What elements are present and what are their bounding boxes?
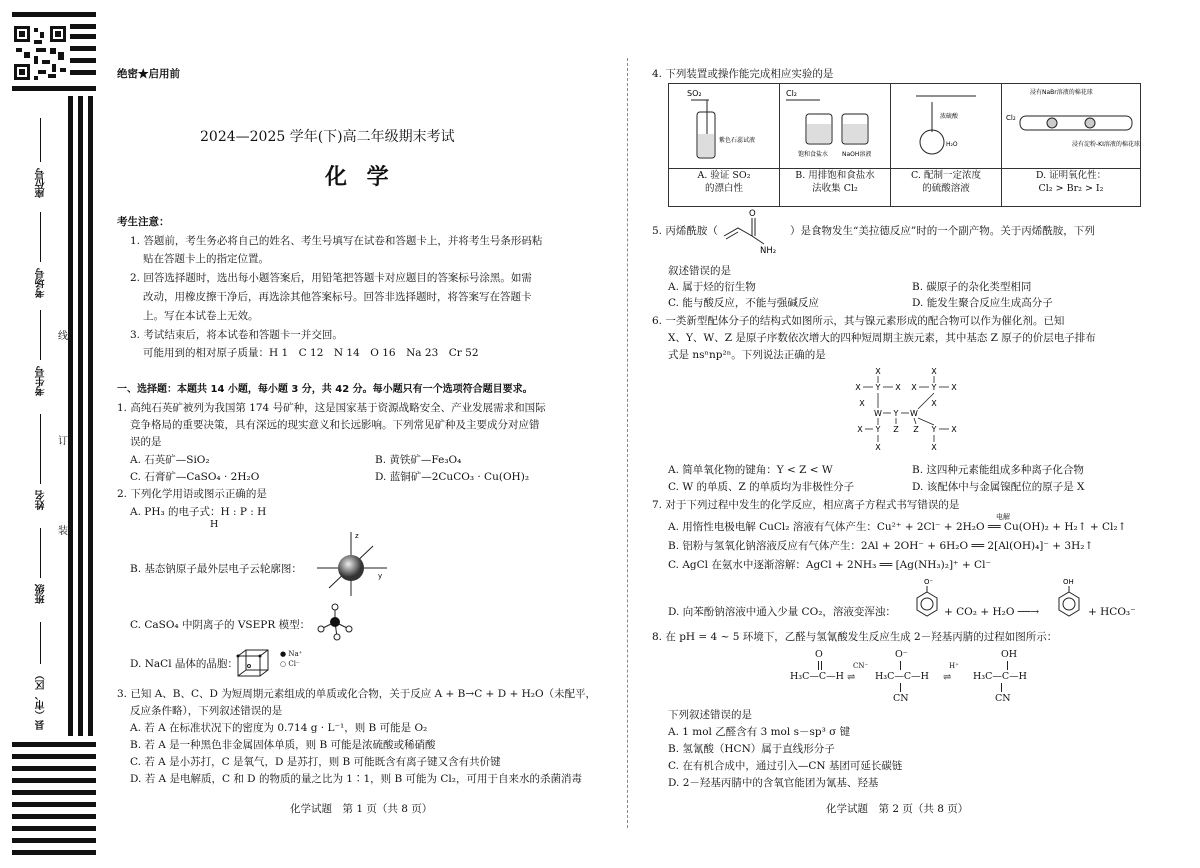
svg-text:Z: Z: [913, 425, 919, 434]
legend-na: ● Na⁺: [280, 650, 303, 658]
q6-option-b: B. 这四种元素能组成多种离子化合物: [912, 464, 1084, 476]
q3-option-b: B. 若 A 是一种黑色非金属固体单质，则 B 可能是浓硫酸或稀硝酸: [130, 739, 436, 751]
q3-option-d: D. 若 A 是电解质，C 和 D 的物质的量之比为 1∶1，则 B 可能为 Cl₂，可用于自来水的杀菌消毒: [130, 773, 582, 785]
q6-option-a: A. 简单氧化物的键角：Y < Z < W: [668, 464, 833, 476]
electron-cloud-diagram: [315, 530, 390, 598]
svg-text:X: X: [931, 399, 937, 408]
scheme-atom: O: [815, 649, 823, 660]
svg-text:X: X: [911, 383, 917, 392]
q4-caption: A. 验证 SO₂: [697, 170, 751, 181]
q3-option-c: C. 若 A 是小苏打，C 是氧气，D 是苏打，则 B 可能既含有离子键又含有共价键: [130, 756, 501, 768]
page1-footer: 化学试题 第 1 页（共 8 页）: [290, 803, 433, 815]
q1-option-d: D. 蓝铜矿—2CuCO₃ · Cu(OH)₂: [375, 471, 530, 483]
secret-mark: 绝密★启用前: [117, 68, 180, 80]
label-seat: 座位号: [36, 168, 47, 198]
q4-inner: 紫色石蕊试液: [719, 137, 756, 144]
qr-code-icon: [12, 24, 68, 82]
notice-line: 贴在答题卡上的指定位置。: [143, 253, 269, 265]
q3-stem: 3. 已知 A、B、C、D 为短周期元素组成的单质或化合物，关于反应 A + B→C + D + H₂O（未配平，: [117, 688, 597, 700]
q4-caption: 法收集 Cl₂: [812, 183, 858, 194]
q5-stem: 叙述错误的是: [668, 265, 731, 277]
svg-text:X: X: [875, 367, 881, 376]
q7-stem: 7. 对于下列过程中发生的化学反应，相应离子方程式书写错误的是: [652, 499, 960, 511]
q4-label: Cl₂: [786, 89, 798, 98]
q4-caption: D. 证明氧化性：: [1035, 170, 1107, 181]
q4-caption: Cl₂ > Br₂ > I₂: [1038, 183, 1104, 194]
phenol-ring-icon: [1054, 576, 1084, 620]
svg-text:Y: Y: [931, 425, 937, 434]
q3-option-a: A. 若 A 在标准状况下的密度为 0.714 g · L⁻¹，则 B 可能是 O₂: [130, 722, 428, 734]
svg-text:W: W: [910, 409, 918, 418]
page-divider: [627, 58, 628, 828]
q8-option-c: C. 在有机合成中，通过引入—CN 基团可延长碳链: [668, 760, 903, 772]
q2-a-bottom-h: H: [210, 519, 219, 530]
q4-apparatus-table: [668, 83, 1141, 207]
label-exam-room: 考场号: [36, 268, 47, 298]
seal-line-mark: 线: [58, 327, 68, 342]
q3-stem: 反应条件略），下列叙述错误的是: [130, 705, 283, 717]
q7-option-d: D. 向苯酚钠溶液中通入少量 CO₂，溶液变浑浊：: [668, 606, 896, 618]
q1-stem: 误的是: [130, 436, 162, 448]
notice-title: 考生注意：: [117, 216, 170, 228]
svg-text:Y: Y: [875, 425, 881, 434]
q2-option-a: A. PH₃ 的电子式：H : P : H: [130, 506, 267, 518]
q6-stem: X、Y、W、Z 是原子序数依次增大的四种短周期主族元素，其中基态 Z 原子的价层电子排布: [668, 332, 1096, 344]
q8-option-d: D. 2－羟基丙腈中的含氧官能团为氰基、羟基: [668, 777, 879, 789]
page2-footer: 化学试题 第 2 页（共 8 页）: [826, 803, 969, 815]
svg-text:X: X: [951, 383, 957, 392]
svg-text:Z: Z: [893, 425, 899, 434]
seal-zhuang-mark: 装: [58, 522, 68, 537]
svg-text:X: X: [931, 367, 937, 376]
q7-option-a: A. 用惰性电极电解 CuCl₂ 溶液有气体产生：Cu²⁺ + 2Cl⁻ + 2H₂O ══ Cu(OH)₂ + H₂↑ + Cl₂↑: [668, 521, 1127, 533]
q5-option-a: A. 属于烃的衍生物: [668, 281, 756, 293]
acrylamide-structure: [718, 206, 786, 254]
svg-text:y: y: [378, 572, 383, 580]
svg-text:Y: Y: [931, 383, 937, 392]
q5-stem: ）是食物发生“美拉德反应”时的一个副产物。关于丙烯酰胺，下列: [790, 225, 1095, 237]
scheme-intermediate: H₃C—C—H: [875, 671, 929, 682]
notice-line: 上。写在本试卷上无效。: [143, 310, 259, 322]
notice-line: 2. 回答选择题时，选出每小题答案后，用铅笔把答题卡对应题目的答案标号涂黑。如需: [130, 272, 532, 284]
q8-option-b: B. 氢氰酸（HCN）属于直线形分子: [668, 743, 835, 755]
ligand-structure-diagram: [838, 366, 978, 456]
subject-title: 化 学: [325, 164, 395, 190]
q6-stem: 6. 一类新型配体分子的结构式如图所示，其与镍元素形成的配合物可以作为催化剂。已知: [652, 315, 1065, 327]
q7-electrolysis-label: 电解: [996, 513, 1010, 521]
scheme-acetaldehyde: H₃C—C—H: [790, 671, 844, 682]
q2-option-c: C. CaSO₄ 中阴离子的 VSEPR 模型：: [130, 619, 311, 631]
q1-option-a: A. 石英矿—SiO₂: [130, 454, 210, 466]
q5-option-c: C. 能与酸反应，不能与强碱反应: [668, 297, 819, 309]
apparatus-c: [891, 84, 1002, 169]
q4-label: 浓硫酸: [940, 113, 959, 120]
q4-inner: 浸有NaBr溶液的棉花球: [1030, 89, 1093, 96]
notice-line: 3. 考试结束后，将本试卷和答题卡一并交回。: [130, 329, 343, 341]
q1-option-b: B. 黄铁矿—Fe₃O₄: [375, 454, 462, 466]
q4-caption: C. 配制一定浓度: [911, 170, 981, 181]
exam-title: 2024—2025 学年(下)高二年级期末考试: [200, 129, 455, 145]
vsepr-model-diagram: [313, 602, 358, 642]
scheme-product: H₃C—C—H: [973, 671, 1027, 682]
section-heading: 一、选择题：本题共 14 小题，每小题 3 分，共 42 分。每小题只有一个选项符合题目要求。: [117, 384, 533, 395]
q7-option-b: B. 铝粉与氢氧化钠溶液反应有气体产生：2Al + 2OH⁻ + 6H₂O ══ 2[Al(OH)₄]⁻ + 3H₂↑: [668, 540, 1094, 552]
svg-text:X: X: [875, 443, 881, 452]
q5-stem: 5. 丙烯酰胺（: [652, 225, 718, 237]
scheme-cn-label: CN⁻: [853, 662, 869, 670]
scheme-atom: CN: [995, 693, 1011, 704]
q1-stem: 1. 高纯石英矿被列为我国第 174 号矿种，这是国家基于资源战略安全、产业发展需求和国际: [117, 402, 546, 414]
svg-text:X: X: [931, 443, 937, 452]
q7-option-c: C. AgCl 在氨水中逐渐溶解：AgCl + 2NH₃ ══ [Ag(NH₃)₂]⁺ + Cl⁻: [668, 559, 991, 571]
q8-option-a: A. 1 mol 乙醛含有 3 mol s－sp³ σ 键: [668, 726, 851, 738]
q4-label: SO₂: [687, 89, 702, 98]
seal-ding-mark: 订: [58, 432, 68, 447]
q5-atom: O: [749, 209, 756, 219]
svg-text:W: W: [874, 409, 882, 418]
q4-caption: 的硫酸溶液: [922, 183, 970, 194]
q2-option-b: B. 基态钠原子最外层电子云轮廓图：: [130, 563, 302, 575]
q8-reaction-scheme: O O⁻ OH H₃C—C—H CN⁻ ⇌ H₃C—C—H H⁺ ⇌ H₃C—C—H CN CN: [790, 649, 1027, 704]
q5-option-d: D. 能发生聚合反应生成高分子: [912, 297, 1053, 309]
q1-stem: 竞争格局的重要决策，具有深远的现实意义和长远影响。下列常见矿种及主要成分对应错: [130, 419, 540, 431]
svg-text:X: X: [895, 383, 901, 392]
svg-text:X: X: [855, 383, 861, 392]
q4-inner: NaOH溶液: [842, 151, 872, 158]
svg-text:X: X: [951, 425, 957, 434]
q4-inner: 饱和食盐水: [798, 151, 829, 158]
q4-stem: 4. 下列装置或操作能完成相应实验的是: [652, 68, 834, 80]
scheme-atom: O⁻: [895, 649, 908, 660]
label-exam-id: 考生号: [36, 366, 47, 396]
svg-text:z: z: [355, 532, 359, 540]
q7-d-product: + HCO₃⁻: [1088, 606, 1136, 618]
svg-text:Y: Y: [875, 383, 881, 392]
scheme-h-label: H⁺: [949, 662, 959, 670]
q2-stem: 2. 下列化学用语或图示正确的是: [117, 488, 267, 500]
notice-line: 1. 答题前，考生务必将自己的姓名、考生号填写在试卷和答题卡上，并将考生号条形码粘: [130, 235, 543, 247]
nacl-unit-cell-diagram: [236, 648, 278, 678]
notice-line: 改动，用橡皮擦干净后，再选涂其他答案标号。回答非选择题时，将答案写在答题卡: [143, 291, 532, 303]
q2-option-d: D. NaCl 晶体的晶胞：: [130, 658, 238, 670]
apparatus-d: [1002, 84, 1141, 169]
label-county: 县（市、区）: [36, 670, 47, 730]
q7-d-reaction: + CO₂ + H₂O ──→: [944, 606, 1040, 618]
q5-option-b: B. 碳原子的杂化类型相同: [912, 281, 1032, 293]
q8-stem: 8. 在 pH = 4 ~ 5 环境下，乙醛与氢氰酸发生反应生成 2－羟基丙腈的过程如图所示：: [652, 631, 1058, 643]
q6-stem: 式是 nsⁿnp²ⁿ。下列说法正确的是: [668, 349, 826, 361]
legend-cl: ○ Cl⁻: [280, 660, 300, 668]
scheme-atom: OH: [1001, 649, 1018, 660]
q1-option-c: C. 石膏矿—CaSO₄ · 2H₂O: [130, 471, 260, 483]
svg-text:X: X: [857, 425, 863, 434]
svg-text:X: X: [859, 399, 865, 408]
label-class: 班级: [36, 584, 47, 604]
q4-inner: 浸有淀粉-KI溶液的棉花球: [1072, 141, 1140, 148]
svg-text:Y: Y: [893, 409, 899, 418]
svg-text:OH: OH: [1063, 578, 1074, 586]
q5-atom: NH₂: [760, 246, 777, 254]
phenoxide-ring-icon: [912, 576, 942, 620]
q4-caption: B. 用排饱和食盐水: [795, 170, 875, 181]
scheme-atom: CN: [893, 693, 909, 704]
q4-caption: 的漂白性: [704, 183, 743, 194]
q8-sub-stem: 下列叙述错误的是: [668, 709, 752, 721]
apparatus-a: [669, 84, 780, 169]
q4-inner: H₂O: [946, 141, 958, 148]
q6-option-d: D. 该配体中与金属镍配位的原子是 X: [912, 481, 1085, 493]
label-name: 姓名: [36, 490, 47, 510]
atomic-mass-line: 可能用到的相对原子质量：H 1 C 12 N 14 O 16 Na 23 Cr 52: [143, 347, 479, 359]
svg-text:O⁻: O⁻: [924, 578, 934, 586]
apparatus-b: [780, 84, 891, 169]
q4-label: Cl₂: [1006, 114, 1016, 122]
binding-strip: [0, 0, 100, 868]
q6-option-c: C. W 的单质、Z 的单质均为非极性分子: [668, 481, 855, 493]
